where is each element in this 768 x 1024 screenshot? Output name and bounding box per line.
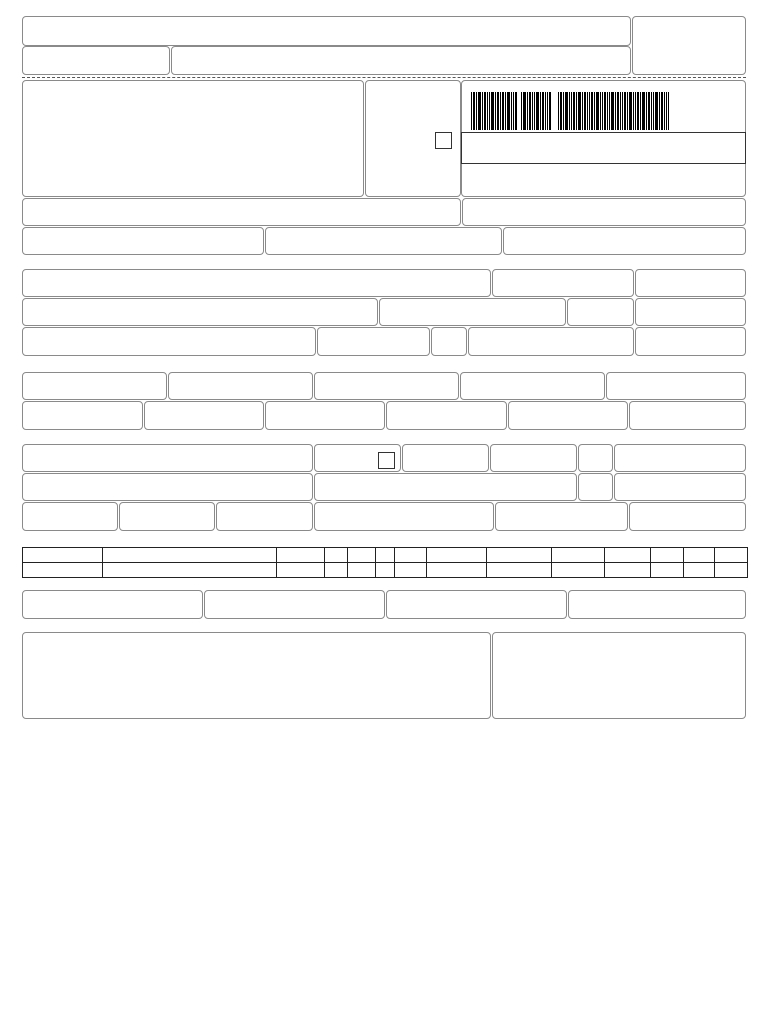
ipi-value-field[interactable] [508, 401, 628, 430]
municipal-registration-field[interactable] [22, 590, 203, 619]
carrier-city-field[interactable] [314, 473, 577, 501]
volume-quantity-field[interactable] [22, 502, 118, 531]
table-cell [651, 563, 684, 578]
header-cell [651, 548, 684, 563]
header-cell [715, 548, 748, 563]
insurance-value-field[interactable] [144, 401, 264, 430]
other-expenses-field[interactable] [386, 401, 507, 430]
carrier-address-field[interactable] [22, 473, 313, 501]
carrier-name-field[interactable] [22, 444, 313, 472]
table-cell [605, 563, 651, 578]
carrier-ie-field[interactable] [614, 473, 746, 501]
icms-value-field[interactable] [168, 372, 313, 400]
volume-numbering-field[interactable] [314, 502, 494, 531]
volume-brand-field[interactable] [216, 502, 313, 531]
recipient-address-field[interactable] [22, 298, 378, 326]
receipt-nfe-number-field[interactable] [632, 16, 746, 75]
table-cell [487, 563, 552, 578]
table-cell [395, 563, 427, 578]
items-table [22, 547, 748, 578]
table-cell [348, 563, 376, 578]
operation-nature-field[interactable] [22, 198, 461, 226]
issqn-value-field[interactable] [568, 590, 746, 619]
recipient-phone-field[interactable] [317, 327, 430, 356]
icms-st-base-field[interactable] [314, 372, 459, 400]
products-total-field[interactable] [606, 372, 746, 400]
recipient-city-field[interactable] [22, 327, 316, 356]
barcode-icon [471, 92, 669, 130]
table-cell [715, 563, 748, 578]
header-cell [348, 548, 376, 563]
volume-species-field[interactable] [119, 502, 215, 531]
net-weight-field[interactable] [629, 502, 746, 531]
invoice-total-field[interactable] [629, 401, 746, 430]
header-cell [605, 548, 651, 563]
recipient-zip-field[interactable] [567, 298, 634, 326]
substitute-registration-field[interactable] [265, 227, 502, 255]
recipient-cnpj-field[interactable] [492, 269, 634, 297]
table-cell [427, 563, 487, 578]
table-cell [684, 563, 715, 578]
header-cell [427, 548, 487, 563]
gross-weight-field[interactable] [495, 502, 628, 531]
issue-date-field[interactable] [635, 269, 746, 297]
vehicle-plate-field[interactable] [490, 444, 577, 472]
table-cell [103, 563, 277, 578]
table-row [23, 563, 748, 578]
freight-value-field[interactable] [22, 401, 143, 430]
table-cell [277, 563, 325, 578]
vehicle-state-field[interactable] [578, 444, 613, 472]
items-table-header [23, 548, 748, 563]
header-cell [325, 548, 348, 563]
icms-st-value-field[interactable] [460, 372, 605, 400]
operation-type-checkbox[interactable] [435, 132, 452, 149]
header-cell [552, 548, 605, 563]
header-cell [103, 548, 277, 563]
services-total-field[interactable] [204, 590, 385, 619]
header-cell [277, 548, 325, 563]
receipt-date-field[interactable] [22, 46, 170, 75]
recipient-name-field[interactable] [22, 269, 491, 297]
table-cell [552, 563, 605, 578]
cnpj-field[interactable] [503, 227, 746, 255]
table-cell [23, 563, 103, 578]
header-cell [23, 548, 103, 563]
freight-mode-checkbox[interactable] [378, 452, 395, 469]
header-cell [376, 548, 395, 563]
antt-code-field[interactable] [402, 444, 489, 472]
header-cell [684, 548, 715, 563]
state-registration-field[interactable] [22, 227, 264, 255]
header-cell [395, 548, 427, 563]
icms-base-field[interactable] [22, 372, 167, 400]
exit-date-field[interactable] [635, 298, 746, 326]
access-key-field[interactable] [461, 132, 746, 164]
tax-authority-reserved-field[interactable] [492, 632, 746, 719]
exit-time-field[interactable] [635, 327, 746, 356]
table-cell [376, 563, 395, 578]
cut-line [22, 77, 746, 78]
receipt-signature-field[interactable] [171, 46, 631, 75]
receipt-recipient-field[interactable] [22, 16, 631, 46]
issuer-box [22, 80, 364, 197]
recipient-state-field[interactable] [431, 327, 467, 356]
recipient-ie-field[interactable] [468, 327, 634, 356]
discount-field[interactable] [265, 401, 385, 430]
table-cell [325, 563, 348, 578]
authorization-protocol-field[interactable] [462, 198, 746, 226]
recipient-district-field[interactable] [379, 298, 566, 326]
additional-info-field[interactable] [22, 632, 491, 719]
carrier-state-field[interactable] [578, 473, 613, 501]
header-cell [487, 548, 552, 563]
issqn-base-field[interactable] [386, 590, 567, 619]
carrier-cnpj-field[interactable] [614, 444, 746, 472]
